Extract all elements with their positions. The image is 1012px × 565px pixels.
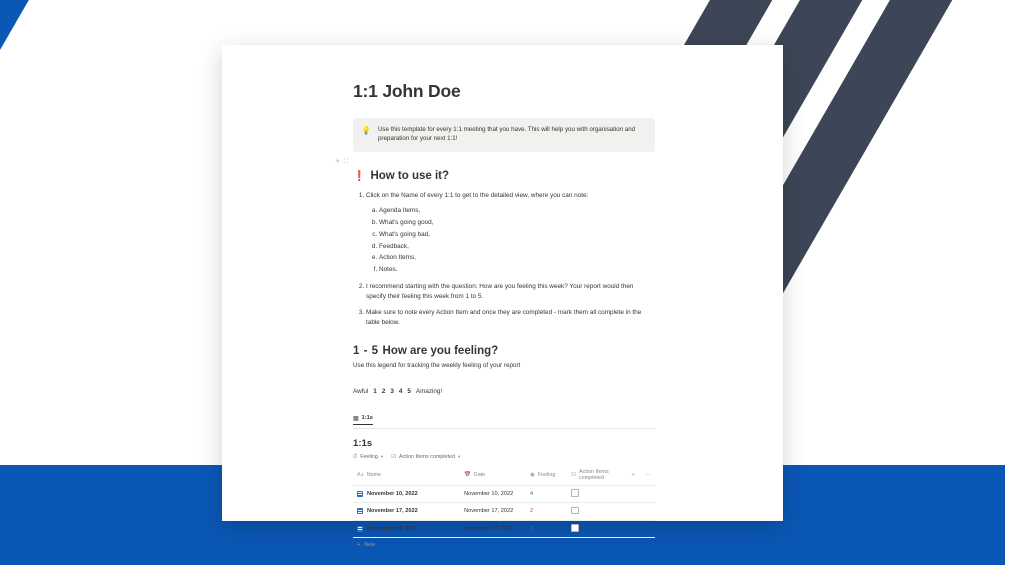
legend-number-2: 2	[381, 387, 386, 395]
new-row-button[interactable]	[353, 538, 655, 548]
block-handles[interactable]	[335, 157, 349, 166]
clock-icon: ⏱	[353, 453, 358, 460]
background-stripes-left	[0, 0, 240, 465]
database-filters	[353, 454, 655, 461]
filter-feeling[interactable]	[353, 454, 383, 461]
legend-number-4: 4	[398, 387, 403, 395]
cell-action-items-completed[interactable]	[567, 485, 627, 503]
table-row[interactable]	[353, 485, 655, 503]
exclamation-icon: ❗	[353, 170, 366, 182]
callout-text: Use this template for every 1:1 meeting that you have. This will help you with organisation and preparation for your next 1:1!	[377, 126, 636, 143]
list-item	[366, 191, 655, 276]
how-to-heading-label: How to use it?	[370, 169, 450, 182]
feeling-range-label: 1 - 5	[353, 344, 379, 357]
column-header-name[interactable]	[353, 466, 460, 486]
list-item: e. Action Items,	[379, 252, 655, 264]
chevron-down-icon: ▾	[458, 454, 461, 460]
document-content	[353, 81, 655, 548]
table-header-row	[353, 466, 655, 486]
plus-icon: +	[357, 542, 361, 549]
checkbox-unchecked-icon[interactable]	[571, 524, 579, 532]
cell-name[interactable]	[353, 520, 460, 538]
text-icon: A z	[357, 472, 364, 479]
feeling-subtitle: Use this legend for tracking the weekly feeling of your report	[353, 361, 521, 369]
cell-action-items-completed[interactable]	[567, 503, 627, 521]
checkbox-icon: ☑	[571, 472, 576, 479]
filter-feeling-label: Feeling	[360, 454, 378, 461]
list-item: a. Agenda Items,	[379, 205, 655, 217]
add-column-button[interactable]: +	[628, 466, 642, 486]
cell-date[interactable]: November 17, 2022	[460, 503, 526, 521]
cell-date[interactable]: November 10, 2022	[460, 485, 526, 503]
cell-spacer	[628, 485, 642, 503]
legend-number-3: 3	[390, 387, 394, 395]
cell-name[interactable]	[353, 485, 460, 503]
cell-feeling[interactable]	[526, 503, 567, 521]
how-to-list	[353, 191, 655, 329]
cell-spacer	[628, 520, 642, 538]
bulb-icon: 💡	[361, 126, 371, 135]
drag-handle-icon[interactable]: ∷	[343, 156, 349, 166]
list-item: b. What's going good,	[379, 217, 655, 229]
feeling-value: 3	[529, 525, 534, 532]
legend-high-label: Amazing!	[415, 387, 443, 395]
page-icon	[357, 491, 363, 497]
database-table	[353, 466, 655, 539]
cell-date[interactable]: November 24, 2022	[460, 520, 526, 538]
background-stripes-right	[805, 0, 1005, 465]
select-icon: ◉	[529, 472, 535, 479]
chevron-down-icon: ▾	[380, 454, 384, 460]
feeling-value: 4	[529, 490, 534, 497]
cell-feeling[interactable]	[526, 520, 567, 538]
column-header-action-items-completed[interactable]	[567, 466, 627, 486]
column-header-date[interactable]	[460, 466, 526, 486]
cell-spacer	[641, 520, 655, 538]
column-header-label: Feeling	[537, 472, 556, 479]
callout-block	[353, 118, 655, 152]
table-more-menu[interactable]: ···	[641, 466, 655, 486]
page-icon	[357, 508, 363, 514]
legend-number-1: 1	[373, 387, 377, 395]
tab-label: 1:1s	[361, 415, 373, 422]
row-name-label: November 24, 2022	[367, 525, 418, 532]
cell-spacer	[641, 503, 655, 521]
feeling-legend	[353, 388, 655, 395]
page-title: 1:1 John Doe	[353, 81, 461, 101]
legend-number-5: 5	[407, 387, 411, 395]
filter-action-items-completed[interactable]	[391, 454, 460, 460]
table-row[interactable]	[353, 520, 655, 538]
filter-action-items-label: Action Items completed	[398, 454, 455, 461]
column-header-feeling[interactable]	[526, 466, 567, 486]
new-row-label: New	[364, 542, 375, 549]
cell-spacer	[641, 485, 655, 503]
checkbox-unchecked-icon[interactable]	[571, 507, 579, 515]
legend-low-label: Awful	[353, 387, 369, 395]
row-name-label: November 10, 2022	[367, 490, 418, 497]
feeling-value: 2	[529, 508, 534, 515]
how-to-heading	[353, 170, 655, 182]
list-item: c. What's going bad,	[379, 229, 655, 241]
how-to-sublist	[366, 205, 655, 276]
cell-feeling[interactable]	[526, 485, 567, 503]
checkbox-unchecked-icon[interactable]	[571, 489, 579, 497]
feeling-heading-label: How are you feeling?	[382, 344, 499, 357]
column-header-label: Date	[473, 472, 486, 479]
cell-name[interactable]	[353, 503, 460, 521]
column-header-label: Action Items completed	[578, 469, 609, 482]
checkbox-icon: ☑	[391, 454, 396, 461]
table-view-icon: ▦	[353, 415, 359, 422]
list-item: f. Notes.	[379, 264, 655, 276]
tab-1-1s[interactable]	[353, 415, 373, 425]
cell-action-items-completed[interactable]	[567, 520, 627, 538]
row-name-label: November 17, 2022	[367, 508, 418, 515]
cell-spacer	[628, 503, 642, 521]
database-title: 1:1s	[353, 437, 373, 449]
table-row[interactable]	[353, 503, 655, 521]
add-block-icon[interactable]: +	[335, 156, 341, 166]
calendar-icon: 📅	[464, 472, 471, 479]
feeling-heading	[353, 345, 655, 357]
list-item: 3. Make sure to note every Action Item and once they are completed - mark them all complete in the table below.	[366, 308, 655, 329]
document-card	[222, 45, 783, 549]
page-icon	[357, 526, 363, 532]
list-item: d. Feedback,	[379, 241, 655, 253]
column-header-label: Name	[366, 472, 382, 479]
list-item-text: Click on the Name of every 1:1 to get to the detailed view, where you can note:	[366, 191, 589, 199]
database-view-tabs	[353, 415, 655, 429]
list-item: 2. I recommend starting with the question: How are you feeling this week? Your report would then specify their feeling this week from 1 to 5.	[366, 282, 655, 303]
